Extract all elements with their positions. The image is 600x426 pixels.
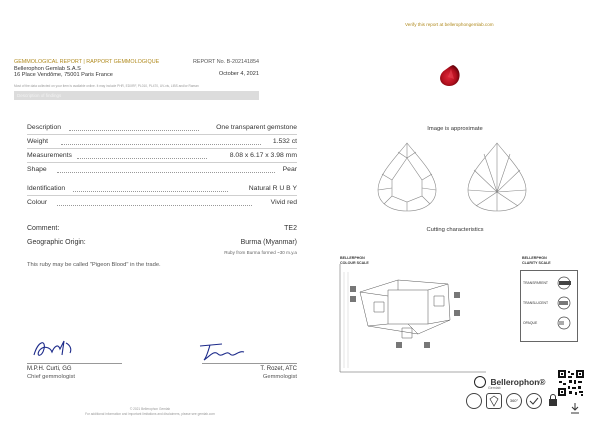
origin-label: Geographic Origin: [27,239,86,246]
company-address: 16 Place Vendôme, 75001 Paris France [14,72,113,78]
footer-copyright: © 2021 Bellerophon Gemlab [129,407,171,411]
origin-note: Ruby from Burma formed ~30 m.y.a [224,250,297,255]
check-icon [526,393,542,409]
field-label: Identification [27,185,66,192]
diamond-icon [486,393,502,409]
clarity-scale-title: BELLERPHON CLARITY SCALE [522,256,551,265]
brand-name: Bellerophon® [490,376,546,387]
colour-scale-title: BELLERPHON COLOUR SCALE [340,256,369,265]
signer-title-left: Chief gemmologist [27,374,76,380]
field-value: 8.08 x 6.17 x 3.98 mm [229,152,297,159]
pear-pavilion-diagram [462,140,532,214]
image-caption: Image is approximate [427,126,483,132]
field-value: Pear [282,166,297,173]
header-bar [14,91,259,100]
field-shape [27,166,297,176]
clarity-item-transparent: TRANSPARENT [523,281,548,285]
field-colour [27,199,297,209]
origin-value: Burma (Myanmar) [240,239,297,246]
header-bar-text: Description of findings [17,92,62,98]
gem-icon [466,393,482,409]
data-notice: Most of the data collected on your item is available online. It may include PHR, EDXRF, PL010, PL470, UV-vis, LIBS and/or Raman [14,84,199,88]
download-icon[interactable] [568,401,582,415]
clarity-icons [554,272,574,338]
field-measurements [27,152,297,162]
trade-note: This ruby may be called "Pigeon Blood" in the trade. [27,262,161,268]
field-label: Weight [27,138,49,145]
field-weight [27,138,297,148]
clarity-item-translucent: TRANSLUCENT [523,301,549,305]
field-label: Description [27,124,61,131]
signer-name-left: M.P.H. Curti, GG [27,366,72,372]
brand-logo [474,373,545,391]
field-identification [27,185,297,195]
field-label: Measurements [27,152,72,159]
company-name: Bellerophon Gemlab S.A.S [14,66,81,72]
360-icon[interactable]: 360° [506,393,522,409]
field-description [27,124,297,134]
brand-mark-icon [474,376,486,388]
signature-rozet [196,340,248,364]
comment-value: TE2 [284,225,297,232]
field-value: Vivid red [270,199,297,206]
report-number: REPORT No. B-202141854 [192,59,259,65]
field-label: Shape [27,166,47,173]
ruby-photo [436,63,464,89]
pear-crown-diagram [372,140,442,214]
brand-sub: Gemlab [488,386,501,390]
qr-code-icon[interactable] [557,369,585,397]
signer-name-right: T. Rozet, ATC [260,366,297,372]
cutting-caption: Cutting characteristics [426,227,484,233]
field-value: One transparent gemstone [216,124,297,131]
signature-line-right [202,363,297,364]
verify-link[interactable]: Verify this report at bellerophongemlab.com [405,22,494,27]
report-title: GEMMOLOGICAL REPORT | RAPPORT GEMMOLOGIQUE [14,59,160,65]
signature-line-left [27,363,122,364]
comment-label: Comment: [27,225,60,232]
signature-curti [30,335,78,361]
field-value: 1.532 ct [272,138,297,145]
report-date: October 4, 2021 [218,71,259,77]
signer-title-right: Gemmologist [262,374,297,380]
clarity-item-opaque: OPAQUE [523,321,538,325]
field-label: Colour [27,199,48,206]
colour-scale-diagram [338,262,488,374]
footer-disclaimer: For additional information and important limitations and disclaimers, please see gemlab.com [85,412,215,416]
field-value: Natural R U B Y [248,185,297,192]
